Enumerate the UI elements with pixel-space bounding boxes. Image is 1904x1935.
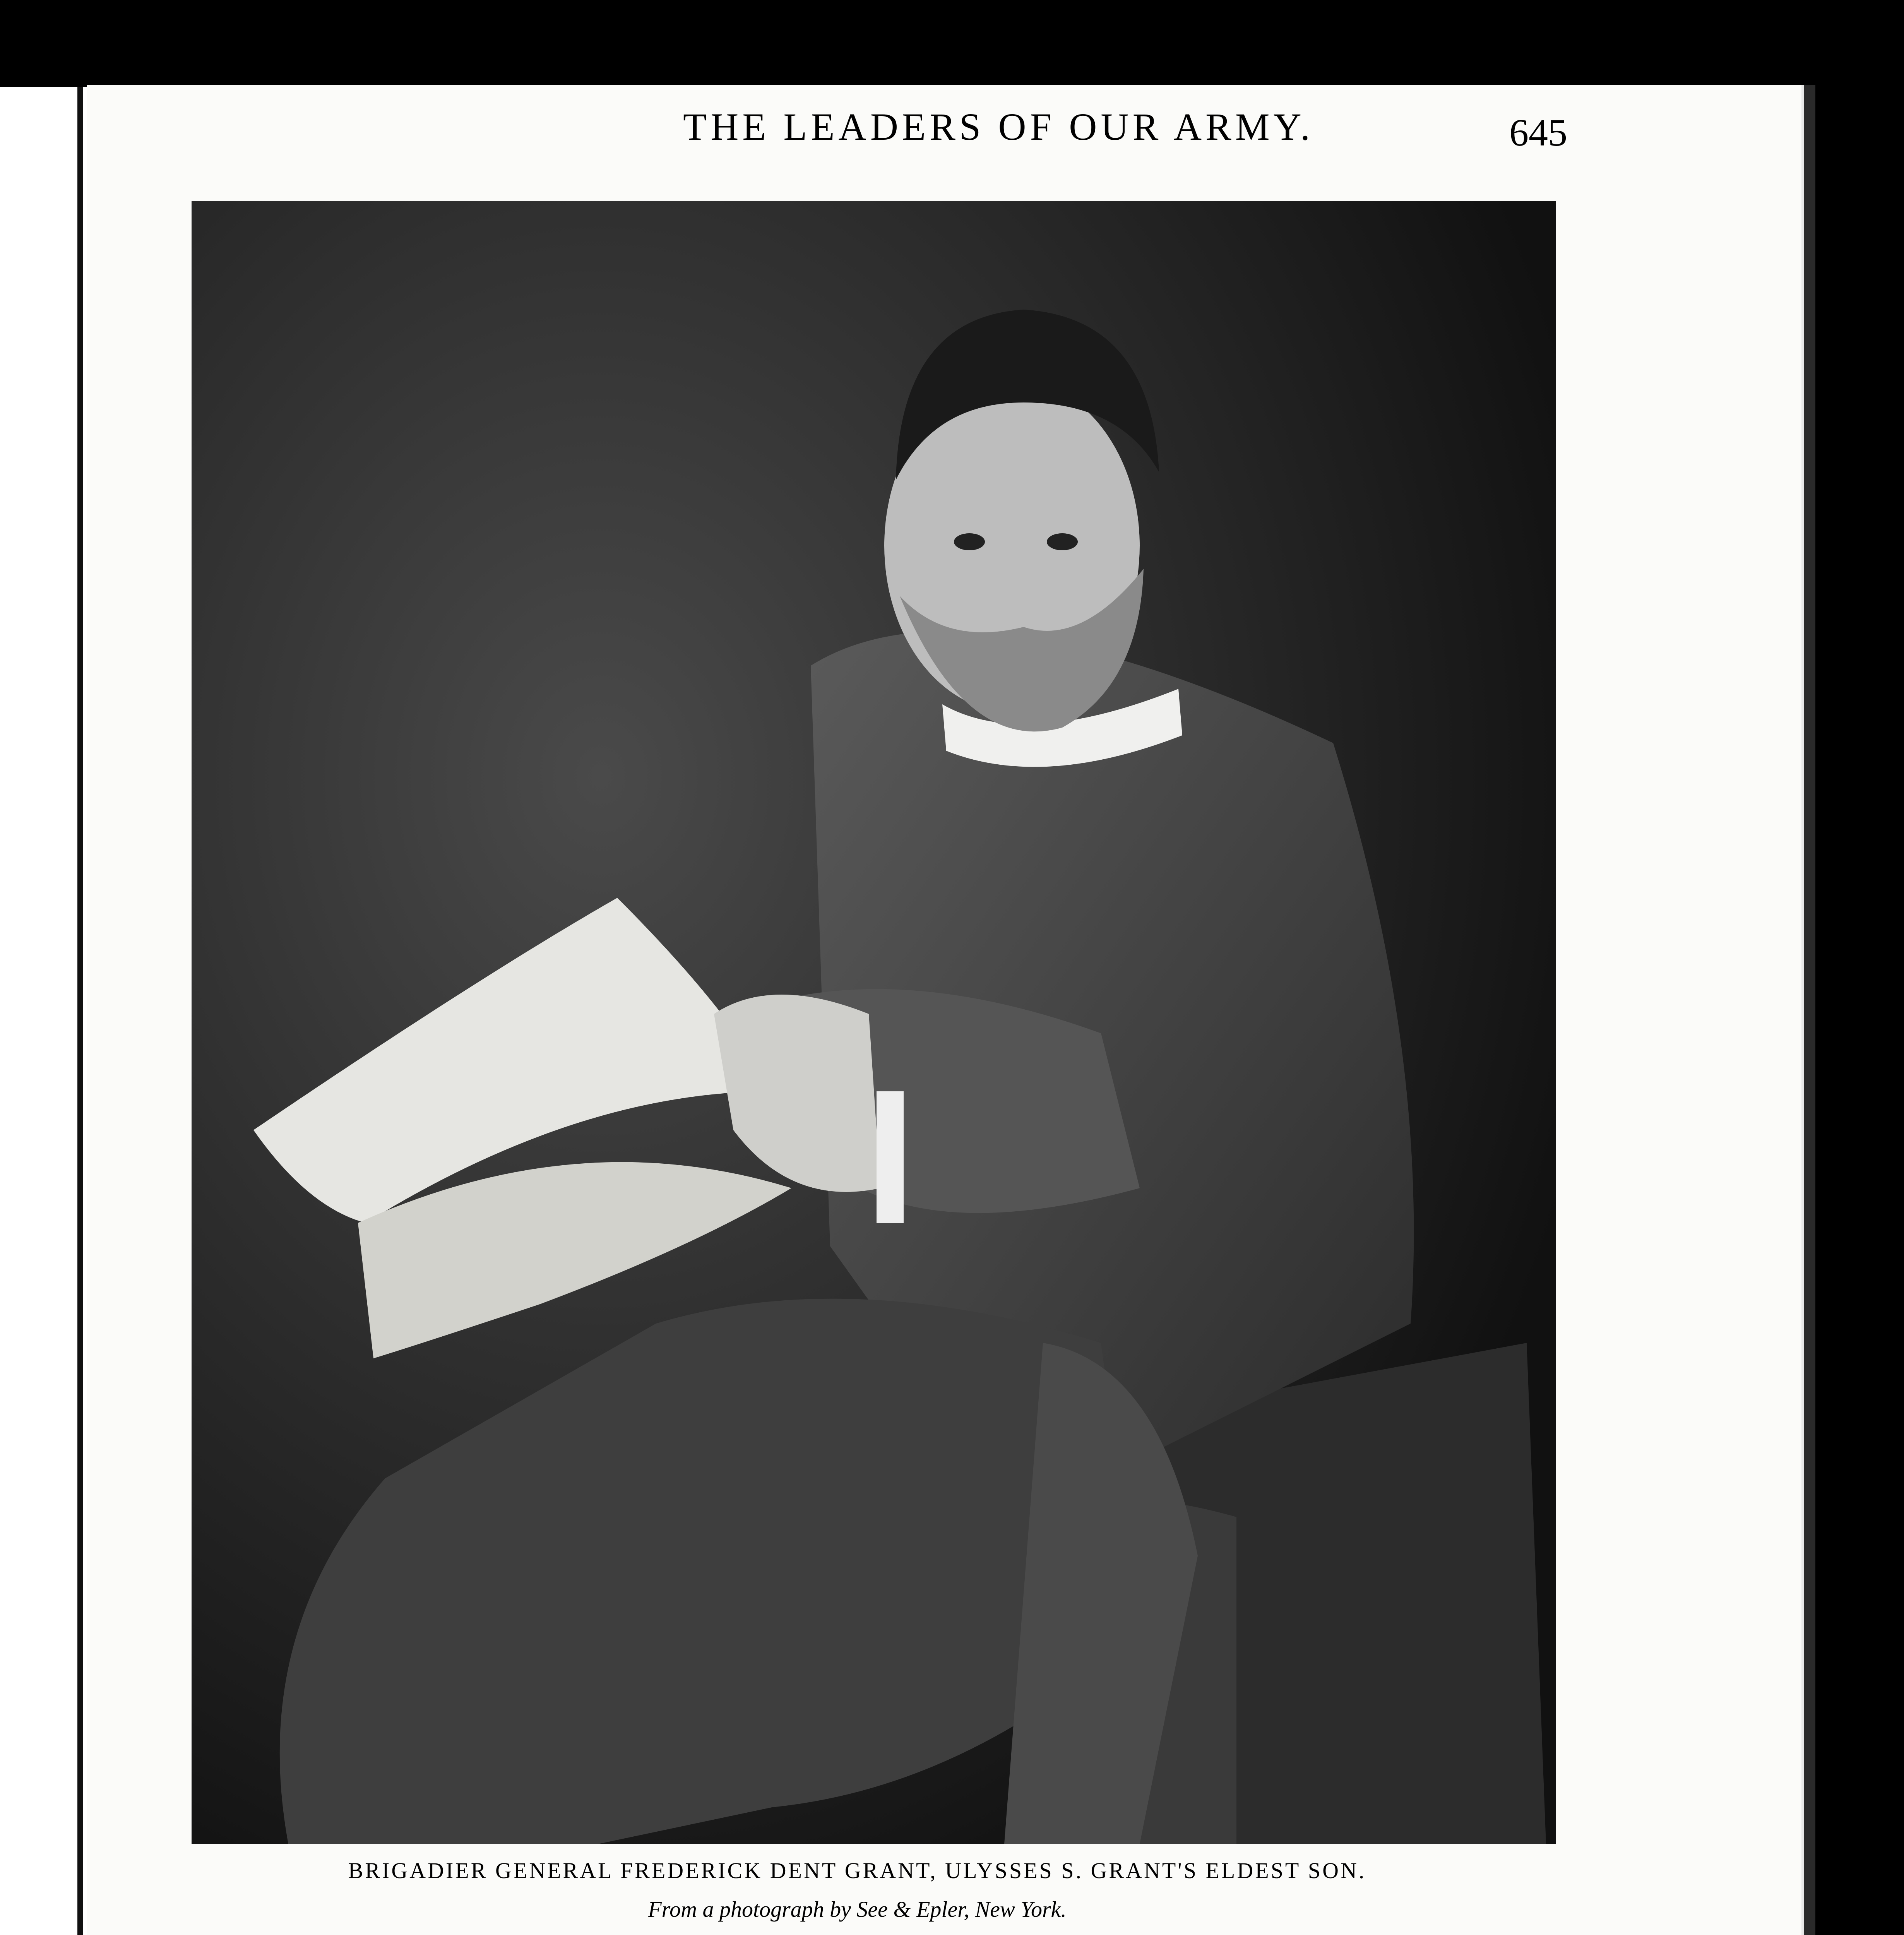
page-edge (1801, 85, 1815, 1935)
page-number: 645 (1509, 111, 1567, 154)
binding-fold-line (77, 87, 83, 1935)
facing-page-edge (0, 87, 87, 1935)
running-head: THE LEADERS OF OUR ARMY. (683, 105, 1314, 148)
figure-caption: BRIGADIER GENERAL FREDERICK DENT GRANT, ULYSSES S. GRANT'S ELDEST SON. (348, 1858, 1366, 1883)
photo-credit: From a photograph by See & Epler, New York. (648, 1897, 1067, 1922)
portrait-illustration (192, 201, 1556, 1844)
portrait-photograph (192, 201, 1556, 1844)
